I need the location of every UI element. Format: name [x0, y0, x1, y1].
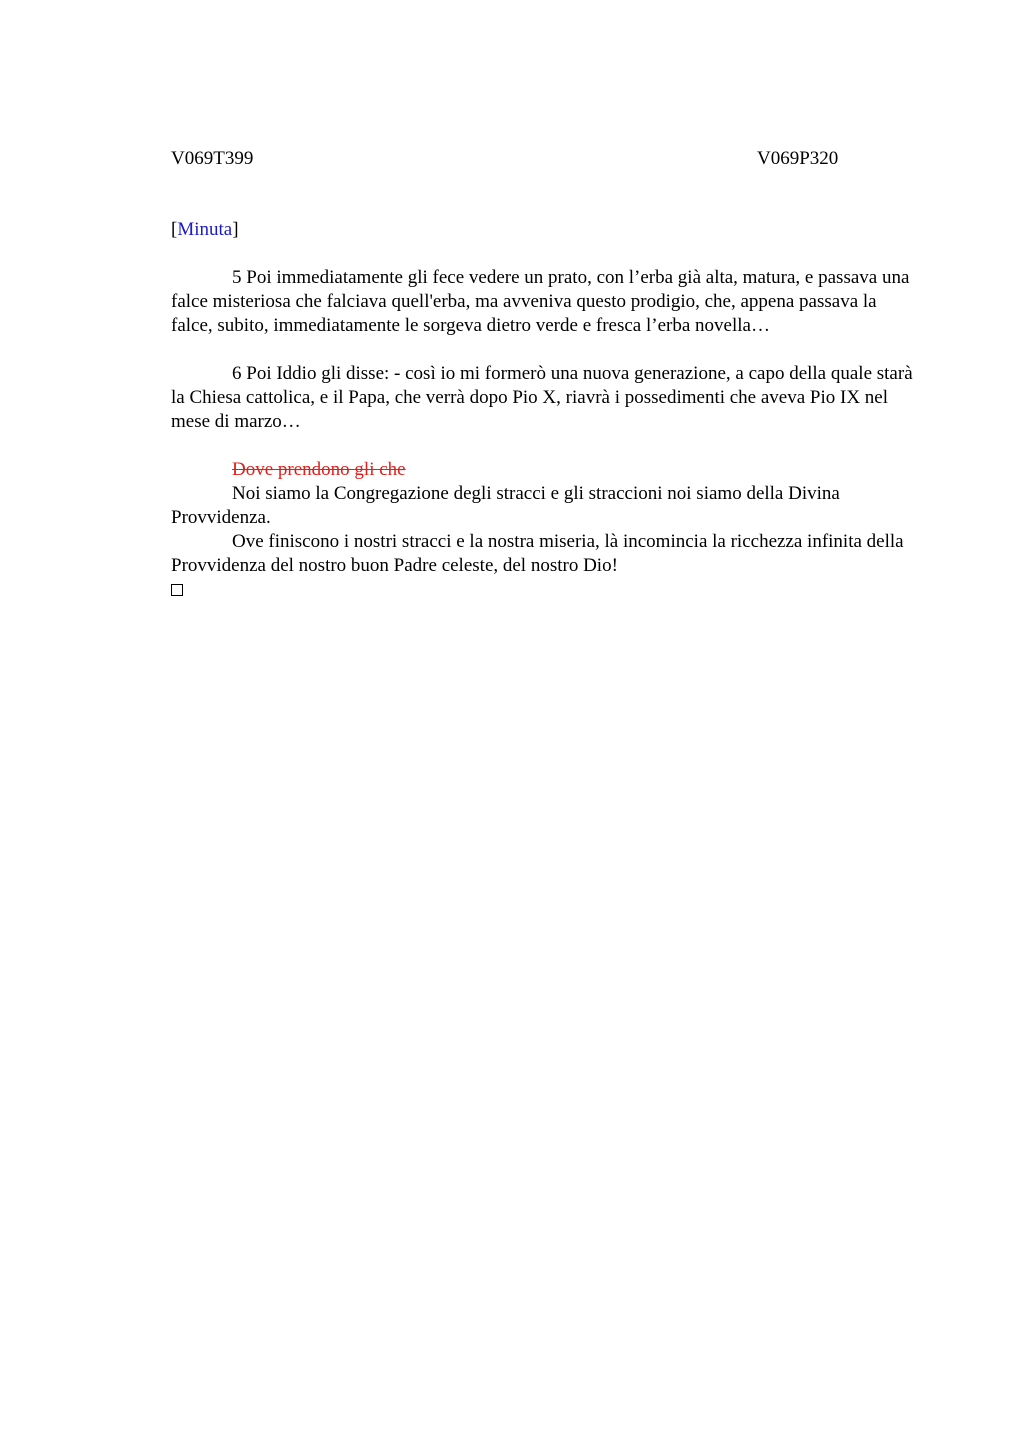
empty-square-icon	[171, 584, 183, 596]
spacer	[171, 338, 921, 362]
minuta-link[interactable]: Minuta	[177, 219, 233, 240]
label-close-bracket: ]	[232, 219, 239, 240]
spacer	[171, 434, 921, 458]
paragraph-congregation: Noi siamo la Congregazione degli stracci e gli straccioni noi siamo della Divina Provvidenza.	[171, 483, 840, 528]
paragraph-6: 6 Poi Iddio gli disse: - così io mi formerò una nuova generazione, a capo della quale starà la Chiesa cattolica, e il Papa, che verrà dopo Pio X, riavrà i possedimenti che aveva Pio IX nel mese di marzo…	[171, 363, 913, 432]
deleted-text: Dove prendono gli che	[232, 459, 406, 480]
minuta-label	[171, 218, 921, 242]
struck-through-line	[171, 458, 921, 482]
label-open-bracket: [	[171, 219, 178, 240]
header-right-code: V069P320	[757, 148, 839, 169]
header-left-code: V069T399	[171, 148, 254, 169]
document-body	[171, 218, 921, 603]
paragraph-providence: Ove finiscono i nostri stracci e la nostra miseria, là incomincia la ricchezza infinita della Provvidenza del nostro buon Padre celeste, del nostro Dio!	[171, 531, 904, 576]
end-marker	[171, 578, 921, 603]
paragraph-5: 5 Poi immediatamente gli fece vedere un prato, con l’erba già alta, matura, e passava una falce misteriosa che falciava quell'erba, ma avveniva questo prodigio, che, appena passava la falce, subito, immediatamente le sorgeva dietro verde e fresca l’erba novella…	[171, 267, 910, 336]
spacer	[171, 242, 921, 266]
